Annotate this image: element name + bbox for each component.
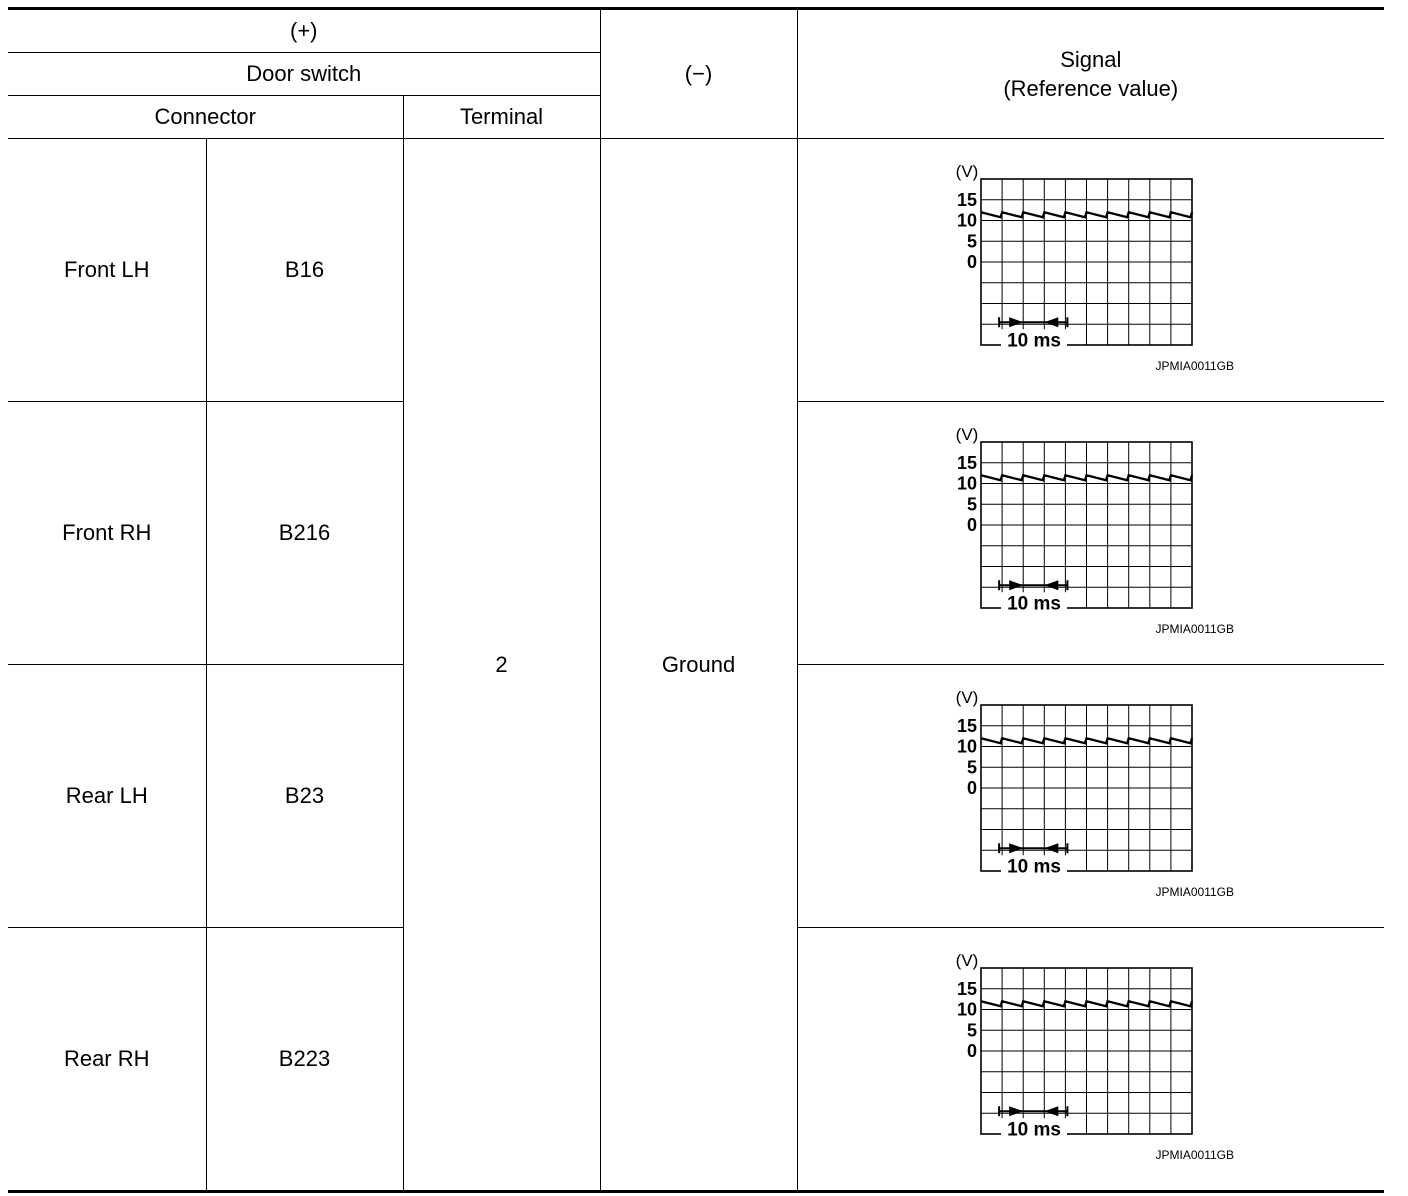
waveform-cell	[797, 928, 1384, 1192]
minus-header: (−)	[600, 9, 797, 139]
waveform-figure	[941, 163, 1241, 378]
waveform-y-tick-label: 10	[956, 210, 977, 230]
signal-header-line1: Signal	[1060, 47, 1122, 72]
waveform-figure	[941, 689, 1241, 904]
waveform-y-tick-label: 5	[966, 756, 977, 777]
door-position-cell: Front RH	[8, 402, 206, 665]
figure-code: JPMIA0011GB	[1155, 621, 1234, 636]
waveform-y-tick-label: 15	[956, 452, 977, 473]
connector-cell: B223	[206, 928, 403, 1192]
waveform-unit-label: (V)	[955, 425, 979, 444]
waveform-y-tick-label: 5	[966, 493, 977, 514]
door-switch-header: Door switch	[8, 53, 600, 96]
time-scale-marker	[999, 843, 1067, 877]
signal-header-line2: (Reference value)	[1003, 76, 1179, 101]
waveform-y-tick-label: 0	[966, 1040, 977, 1061]
door-position-cell: Rear RH	[8, 928, 206, 1192]
time-scale-marker	[999, 317, 1067, 351]
waveform-y-tick-label: 15	[956, 189, 977, 210]
waveform-y-tick-label: 10	[956, 999, 977, 1019]
time-scale-label: 10 ms	[1006, 329, 1061, 351]
waveform-y-tick-label: 0	[966, 777, 977, 798]
waveform-unit-label: (V)	[955, 951, 979, 970]
time-scale-label: 10 ms	[1006, 1118, 1061, 1140]
signal-reference-table	[8, 7, 1384, 1193]
door-position-cell: Rear LH	[8, 665, 206, 928]
waveform-y-tick-label: 10	[956, 736, 977, 756]
connector-cell: B16	[206, 139, 403, 402]
time-scale-marker	[999, 580, 1067, 614]
waveform-y-tick-label: 5	[966, 230, 977, 251]
signal-header	[797, 9, 1384, 139]
time-scale-label: 10 ms	[1006, 855, 1061, 877]
waveform-figure	[941, 952, 1241, 1167]
terminal-cell: 2	[403, 139, 600, 1192]
waveform-figure	[941, 426, 1241, 641]
waveform-unit-label: (V)	[955, 162, 979, 181]
ground-cell: Ground	[600, 139, 797, 1192]
door-position-cell: Front LH	[8, 139, 206, 402]
connector-cell: B23	[206, 665, 403, 928]
waveform-y-tick-label: 0	[966, 514, 977, 535]
terminal-header: Terminal	[403, 96, 600, 139]
waveform-y-tick-label: 5	[966, 1019, 977, 1040]
waveform-unit-label: (V)	[955, 688, 979, 707]
figure-code: JPMIA0011GB	[1155, 358, 1234, 373]
time-scale-marker	[999, 1106, 1067, 1140]
figure-code: JPMIA0011GB	[1155, 1147, 1234, 1162]
waveform-cell	[797, 665, 1384, 928]
table-row	[8, 139, 1384, 402]
waveform-y-tick-label: 0	[966, 251, 977, 272]
waveform-y-tick-label: 15	[956, 715, 977, 736]
waveform-y-tick-label: 10	[956, 473, 977, 493]
figure-code: JPMIA0011GB	[1155, 884, 1234, 899]
time-scale-label: 10 ms	[1006, 592, 1061, 614]
connector-cell: B216	[206, 402, 403, 665]
plus-header: (+)	[8, 9, 600, 53]
waveform-y-tick-label: 15	[956, 978, 977, 999]
waveform-cell	[797, 139, 1384, 402]
connector-header: Connector	[8, 96, 403, 139]
waveform-cell	[797, 402, 1384, 665]
